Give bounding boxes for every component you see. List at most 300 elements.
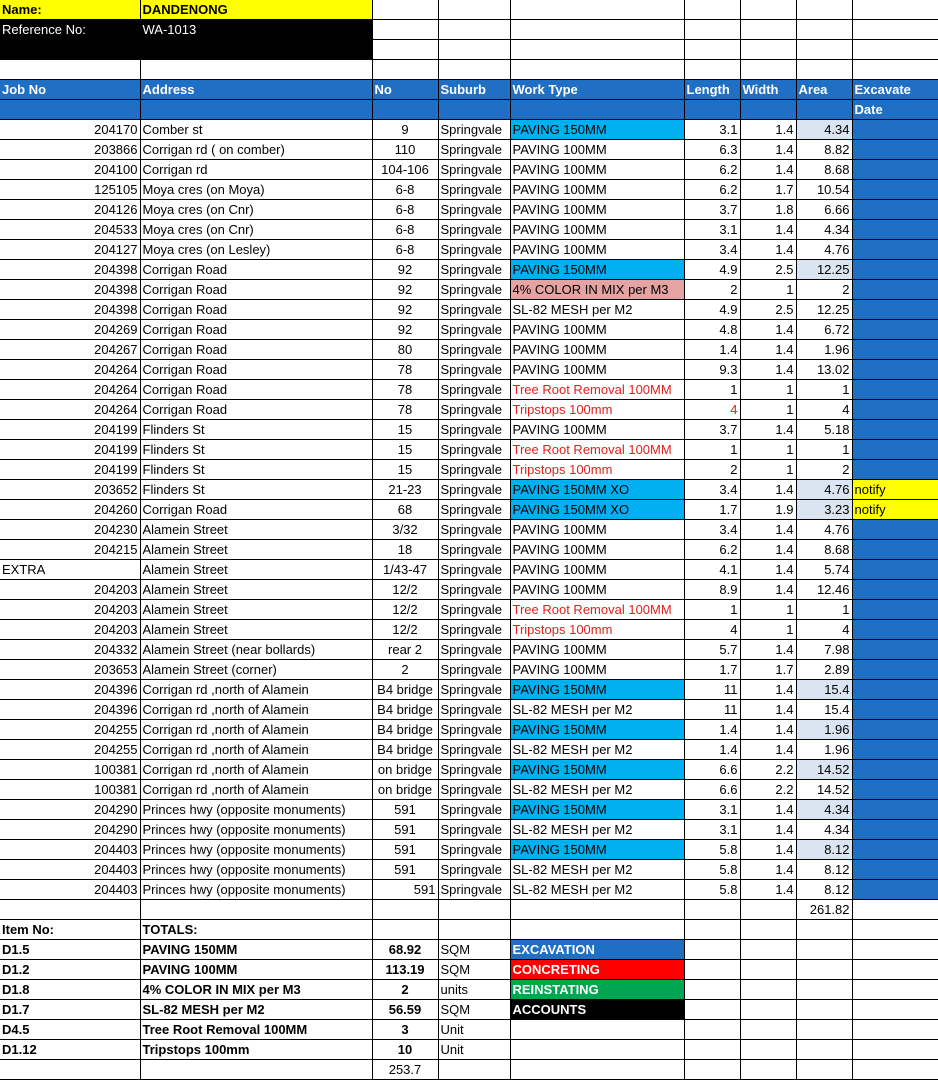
area-cell[interactable]: 5.74 xyxy=(796,560,852,580)
cell[interactable] xyxy=(684,0,740,20)
item-unit-cell[interactable]: SQM xyxy=(438,960,510,980)
suburb-cell[interactable]: Springvale xyxy=(438,540,510,560)
length-cell[interactable]: 11 xyxy=(684,680,740,700)
number-cell[interactable]: 92 xyxy=(372,320,438,340)
width-cell[interactable]: 1.4 xyxy=(740,880,796,900)
cell[interactable] xyxy=(510,1060,684,1080)
number-cell[interactable]: 92 xyxy=(372,300,438,320)
work-type-cell[interactable]: SL-82 MESH per M2 xyxy=(510,740,684,760)
job-no-cell[interactable]: 204403 xyxy=(0,840,140,860)
job-no-cell[interactable]: 204199 xyxy=(0,420,140,440)
work-type-cell[interactable]: PAVING 100MM xyxy=(510,580,684,600)
excavate-date-cell[interactable] xyxy=(852,720,938,740)
length-cell[interactable]: 8.9 xyxy=(684,580,740,600)
cell[interactable] xyxy=(852,60,938,80)
address-cell[interactable]: Corrigan Road xyxy=(140,280,372,300)
cell[interactable] xyxy=(684,60,740,80)
length-cell[interactable]: 1 xyxy=(684,600,740,620)
number-cell[interactable]: 78 xyxy=(372,400,438,420)
job-no-cell[interactable]: 204403 xyxy=(0,880,140,900)
length-cell[interactable]: 3.1 xyxy=(684,820,740,840)
cell[interactable] xyxy=(740,1000,796,1020)
col-date[interactable]: Date xyxy=(852,100,938,120)
address-cell[interactable]: Flinders St xyxy=(140,420,372,440)
suburb-cell[interactable]: Springvale xyxy=(438,520,510,540)
work-type-cell[interactable]: SL-82 MESH per M2 xyxy=(510,860,684,880)
black-cell[interactable] xyxy=(0,40,140,60)
job-no-cell[interactable]: EXTRA xyxy=(0,560,140,580)
totals-label[interactable]: TOTALS: xyxy=(140,920,372,940)
item-unit-cell[interactable]: units xyxy=(438,980,510,1000)
work-type-cell[interactable]: 4% COLOR IN MIX per M3 xyxy=(510,280,684,300)
work-type-cell[interactable]: PAVING 100MM xyxy=(510,220,684,240)
number-cell[interactable]: 9 xyxy=(372,120,438,140)
work-type-cell[interactable]: SL-82 MESH per M2 xyxy=(510,700,684,720)
area-cell[interactable]: 12.25 xyxy=(796,300,852,320)
length-cell[interactable]: 3.4 xyxy=(684,480,740,500)
excavate-date-cell[interactable] xyxy=(852,200,938,220)
cell[interactable] xyxy=(372,0,438,20)
item-desc-cell[interactable]: PAVING 100MM xyxy=(140,960,372,980)
legend-cell[interactable] xyxy=(510,1040,684,1060)
length-cell[interactable]: 2 xyxy=(684,280,740,300)
work-type-cell[interactable]: Tree Root Removal 100MM xyxy=(510,600,684,620)
suburb-cell[interactable]: Springvale xyxy=(438,460,510,480)
width-cell[interactable]: 1.4 xyxy=(740,860,796,880)
length-cell[interactable]: 1 xyxy=(684,440,740,460)
black-cell[interactable] xyxy=(140,40,372,60)
length-cell[interactable]: 2 xyxy=(684,460,740,480)
address-cell[interactable]: Princes hwy (opposite monuments) xyxy=(140,840,372,860)
number-cell[interactable]: 104-106 xyxy=(372,160,438,180)
length-cell[interactable]: 5.8 xyxy=(684,860,740,880)
excavate-date-cell[interactable] xyxy=(852,760,938,780)
excavate-date-cell[interactable] xyxy=(852,560,938,580)
cell[interactable] xyxy=(684,40,740,60)
width-cell[interactable]: 2.5 xyxy=(740,260,796,280)
cell[interactable] xyxy=(438,1060,510,1080)
work-type-cell[interactable]: SL-82 MESH per M2 xyxy=(510,820,684,840)
cell[interactable] xyxy=(684,1000,740,1020)
area-cell[interactable]: 4.34 xyxy=(796,120,852,140)
excavate-date-cell[interactable] xyxy=(852,260,938,280)
number-cell[interactable]: 18 xyxy=(372,540,438,560)
suburb-cell[interactable]: Springvale xyxy=(438,220,510,240)
legend-cell[interactable] xyxy=(510,1020,684,1040)
address-cell[interactable]: Corrigan rd ,north of Alamein xyxy=(140,700,372,720)
suburb-cell[interactable]: Springvale xyxy=(438,800,510,820)
job-no-cell[interactable]: 100381 xyxy=(0,760,140,780)
area-cell[interactable]: 5.18 xyxy=(796,420,852,440)
number-cell[interactable]: 21-23 xyxy=(372,480,438,500)
item-desc-cell[interactable]: SL-82 MESH per M2 xyxy=(140,1000,372,1020)
excavate-date-cell[interactable] xyxy=(852,740,938,760)
cell[interactable] xyxy=(684,1020,740,1040)
cell[interactable] xyxy=(796,960,852,980)
area-cell[interactable]: 8.68 xyxy=(796,540,852,560)
number-cell[interactable]: B4 bridge xyxy=(372,740,438,760)
width-cell[interactable]: 1 xyxy=(740,440,796,460)
item-no-cell[interactable]: D1.8 xyxy=(0,980,140,1000)
work-type-cell[interactable]: PAVING 100MM xyxy=(510,240,684,260)
cell[interactable] xyxy=(438,40,510,60)
address-cell[interactable]: Corrigan rd ,north of Alamein xyxy=(140,720,372,740)
work-type-cell[interactable]: PAVING 150MM xyxy=(510,720,684,740)
suburb-cell[interactable]: Springvale xyxy=(438,760,510,780)
work-type-cell[interactable]: SL-82 MESH per M2 xyxy=(510,780,684,800)
address-cell[interactable]: Princes hwy (opposite monuments) xyxy=(140,820,372,840)
cell[interactable] xyxy=(852,960,938,980)
job-no-cell[interactable]: 204170 xyxy=(0,120,140,140)
width-cell[interactable]: 1.4 xyxy=(740,700,796,720)
width-cell[interactable]: 2.2 xyxy=(740,780,796,800)
work-type-cell[interactable]: PAVING 150MM XO xyxy=(510,500,684,520)
work-type-cell[interactable]: PAVING 150MM XO xyxy=(510,480,684,500)
width-cell[interactable]: 1.4 xyxy=(740,520,796,540)
address-cell[interactable]: Flinders St xyxy=(140,440,372,460)
cell[interactable] xyxy=(684,20,740,40)
item-qty-cell[interactable]: 68.92 xyxy=(372,940,438,960)
width-cell[interactable]: 1.7 xyxy=(740,660,796,680)
reference-value[interactable]: WA-1013 xyxy=(140,20,372,40)
item-unit-cell[interactable]: Unit xyxy=(438,1040,510,1060)
cell[interactable] xyxy=(796,940,852,960)
suburb-cell[interactable]: Springvale xyxy=(438,160,510,180)
excavate-date-cell[interactable] xyxy=(852,680,938,700)
excavate-date-cell[interactable] xyxy=(852,780,938,800)
address-cell[interactable]: Alamein Street xyxy=(140,620,372,640)
cell[interactable] xyxy=(852,980,938,1000)
width-cell[interactable]: 1.7 xyxy=(740,180,796,200)
length-cell[interactable]: 3.4 xyxy=(684,240,740,260)
work-type-cell[interactable]: PAVING 150MM xyxy=(510,120,684,140)
suburb-cell[interactable]: Springvale xyxy=(438,600,510,620)
excavate-date-cell[interactable] xyxy=(852,340,938,360)
width-cell[interactable]: 1 xyxy=(740,280,796,300)
job-no-cell[interactable]: 204290 xyxy=(0,800,140,820)
number-cell[interactable]: B4 bridge xyxy=(372,680,438,700)
area-total-cell[interactable]: 261.82 xyxy=(796,900,852,920)
work-type-cell[interactable]: PAVING 100MM xyxy=(510,660,684,680)
address-cell[interactable]: Corrigan Road xyxy=(140,400,372,420)
item-desc-cell[interactable]: Tree Root Removal 100MM xyxy=(140,1020,372,1040)
suburb-cell[interactable]: Springvale xyxy=(438,620,510,640)
width-cell[interactable]: 1.4 xyxy=(740,120,796,140)
suburb-cell[interactable]: Springvale xyxy=(438,660,510,680)
suburb-cell[interactable]: Springvale xyxy=(438,680,510,700)
cell[interactable] xyxy=(740,940,796,960)
excavate-date-cell[interactable] xyxy=(852,820,938,840)
col-length[interactable]: Length xyxy=(684,80,740,100)
number-cell[interactable]: 110 xyxy=(372,140,438,160)
excavate-date-cell[interactable] xyxy=(852,640,938,660)
cell[interactable] xyxy=(796,20,852,40)
cell[interactable] xyxy=(372,60,438,80)
number-cell[interactable]: 591 xyxy=(372,840,438,860)
cell[interactable] xyxy=(684,1060,740,1080)
suburb-cell[interactable]: Springvale xyxy=(438,320,510,340)
work-type-cell[interactable]: PAVING 150MM xyxy=(510,760,684,780)
excavate-date-cell[interactable] xyxy=(852,700,938,720)
job-no-cell[interactable]: 204332 xyxy=(0,640,140,660)
reference-label[interactable]: Reference No: xyxy=(0,20,140,40)
work-type-cell[interactable]: PAVING 100MM xyxy=(510,320,684,340)
legend-cell[interactable]: CONCRETING xyxy=(510,960,684,980)
item-no-cell[interactable]: D1.2 xyxy=(0,960,140,980)
col-job-no[interactable]: Job No xyxy=(0,80,140,100)
cell[interactable] xyxy=(438,900,510,920)
address-cell[interactable]: Corrigan Road xyxy=(140,300,372,320)
area-cell[interactable]: 1.96 xyxy=(796,340,852,360)
cell[interactable] xyxy=(0,60,140,80)
number-cell[interactable]: rear 2 xyxy=(372,640,438,660)
item-unit-cell[interactable]: Unit xyxy=(438,1020,510,1040)
job-no-cell[interactable]: 203652 xyxy=(0,480,140,500)
area-cell[interactable]: 8.82 xyxy=(796,140,852,160)
suburb-cell[interactable]: Springvale xyxy=(438,260,510,280)
cell[interactable] xyxy=(510,900,684,920)
cell[interactable] xyxy=(796,1000,852,1020)
work-type-cell[interactable]: SL-82 MESH per M2 xyxy=(510,300,684,320)
number-cell[interactable]: 6-8 xyxy=(372,220,438,240)
suburb-cell[interactable]: Springvale xyxy=(438,500,510,520)
job-no-cell[interactable]: 204396 xyxy=(0,680,140,700)
area-cell[interactable]: 12.25 xyxy=(796,260,852,280)
width-cell[interactable]: 1.4 xyxy=(740,720,796,740)
address-cell[interactable]: Princes hwy (opposite monuments) xyxy=(140,880,372,900)
number-cell[interactable]: 2 xyxy=(372,660,438,680)
col-width[interactable]: Width xyxy=(740,80,796,100)
item-unit-cell[interactable]: SQM xyxy=(438,940,510,960)
suburb-cell[interactable]: Springvale xyxy=(438,280,510,300)
suburb-cell[interactable]: Springvale xyxy=(438,380,510,400)
address-cell[interactable]: Corrigan Road xyxy=(140,360,372,380)
item-unit-cell[interactable]: SQM xyxy=(438,1000,510,1020)
address-cell[interactable]: Alamein Street (corner) xyxy=(140,660,372,680)
length-cell[interactable]: 6.2 xyxy=(684,180,740,200)
job-no-cell[interactable]: 204398 xyxy=(0,260,140,280)
excavate-date-cell[interactable] xyxy=(852,400,938,420)
width-cell[interactable]: 1 xyxy=(740,380,796,400)
area-cell[interactable]: 4.76 xyxy=(796,240,852,260)
number-cell[interactable]: 1/43-47 xyxy=(372,560,438,580)
area-cell[interactable]: 2 xyxy=(796,280,852,300)
suburb-cell[interactable]: Springvale xyxy=(438,400,510,420)
length-cell[interactable]: 1.4 xyxy=(684,340,740,360)
header-cell[interactable] xyxy=(438,100,510,120)
suburb-cell[interactable]: Springvale xyxy=(438,740,510,760)
cell[interactable] xyxy=(852,1060,938,1080)
area-cell[interactable]: 10.54 xyxy=(796,180,852,200)
number-cell[interactable]: on bridge xyxy=(372,780,438,800)
area-cell[interactable]: 1 xyxy=(796,600,852,620)
excavate-date-cell[interactable] xyxy=(852,160,938,180)
header-cell[interactable] xyxy=(372,100,438,120)
excavate-date-cell[interactable] xyxy=(852,540,938,560)
excavate-date-cell[interactable] xyxy=(852,220,938,240)
suburb-cell[interactable]: Springvale xyxy=(438,440,510,460)
number-cell[interactable]: 15 xyxy=(372,420,438,440)
job-no-cell[interactable]: 204267 xyxy=(0,340,140,360)
excavate-date-cell[interactable] xyxy=(852,460,938,480)
excavate-date-cell[interactable] xyxy=(852,180,938,200)
cell[interactable] xyxy=(684,920,740,940)
work-type-cell[interactable]: SL-82 MESH per M2 xyxy=(510,880,684,900)
number-cell[interactable]: 6-8 xyxy=(372,240,438,260)
area-cell[interactable]: 1.96 xyxy=(796,740,852,760)
length-cell[interactable]: 3.1 xyxy=(684,220,740,240)
excavate-date-cell[interactable] xyxy=(852,360,938,380)
work-type-cell[interactable]: PAVING 100MM xyxy=(510,520,684,540)
cell[interactable] xyxy=(684,980,740,1000)
job-no-cell[interactable]: 204260 xyxy=(0,500,140,520)
item-qty-cell[interactable]: 113.19 xyxy=(372,960,438,980)
work-type-cell[interactable]: PAVING 150MM xyxy=(510,800,684,820)
excavate-date-cell[interactable] xyxy=(852,420,938,440)
area-cell[interactable]: 4.34 xyxy=(796,800,852,820)
suburb-cell[interactable]: Springvale xyxy=(438,780,510,800)
cell[interactable] xyxy=(438,60,510,80)
address-cell[interactable]: Moya cres (on Lesley) xyxy=(140,240,372,260)
length-cell[interactable]: 3.4 xyxy=(684,520,740,540)
work-type-cell[interactable]: PAVING 100MM xyxy=(510,560,684,580)
length-cell[interactable]: 1.4 xyxy=(684,720,740,740)
job-no-cell[interactable]: 204269 xyxy=(0,320,140,340)
excavate-date-cell[interactable] xyxy=(852,380,938,400)
excavate-date-cell[interactable] xyxy=(852,240,938,260)
job-no-cell[interactable]: 204255 xyxy=(0,720,140,740)
width-cell[interactable]: 1 xyxy=(740,620,796,640)
address-cell[interactable]: Flinders St xyxy=(140,460,372,480)
width-cell[interactable]: 1.4 xyxy=(740,420,796,440)
cell[interactable] xyxy=(740,960,796,980)
cell[interactable] xyxy=(852,0,938,20)
cell[interactable] xyxy=(740,1040,796,1060)
length-cell[interactable]: 4.9 xyxy=(684,300,740,320)
area-cell[interactable]: 1 xyxy=(796,380,852,400)
area-cell[interactable]: 14.52 xyxy=(796,780,852,800)
number-cell[interactable]: 591 xyxy=(372,860,438,880)
excavate-date-cell[interactable] xyxy=(852,440,938,460)
area-cell[interactable]: 4.34 xyxy=(796,220,852,240)
cell[interactable] xyxy=(510,40,684,60)
cell[interactable] xyxy=(372,20,438,40)
cell[interactable] xyxy=(740,980,796,1000)
area-cell[interactable]: 4.76 xyxy=(796,480,852,500)
job-no-cell[interactable]: 204255 xyxy=(0,740,140,760)
number-cell[interactable]: B4 bridge xyxy=(372,720,438,740)
cell[interactable] xyxy=(852,20,938,40)
number-cell[interactable]: 12/2 xyxy=(372,620,438,640)
cell[interactable] xyxy=(438,20,510,40)
legend-cell[interactable]: ACCOUNTS xyxy=(510,1000,684,1020)
excavate-date-cell[interactable] xyxy=(852,120,938,140)
width-cell[interactable]: 1.8 xyxy=(740,200,796,220)
excavate-date-cell[interactable] xyxy=(852,580,938,600)
width-cell[interactable]: 1.4 xyxy=(740,140,796,160)
width-cell[interactable]: 2.2 xyxy=(740,760,796,780)
suburb-cell[interactable]: Springvale xyxy=(438,640,510,660)
suburb-cell[interactable]: Springvale xyxy=(438,700,510,720)
area-cell[interactable]: 6.72 xyxy=(796,320,852,340)
area-cell[interactable]: 15.4 xyxy=(796,700,852,720)
address-cell[interactable]: Corrigan rd ,north of Alamein xyxy=(140,680,372,700)
address-cell[interactable]: Corrigan rd ,north of Alamein xyxy=(140,740,372,760)
cell[interactable] xyxy=(740,20,796,40)
width-cell[interactable]: 1.4 xyxy=(740,800,796,820)
suburb-cell[interactable]: Springvale xyxy=(438,560,510,580)
legend-cell[interactable]: REINSTATING xyxy=(510,980,684,1000)
cell[interactable] xyxy=(684,940,740,960)
cell[interactable] xyxy=(796,920,852,940)
number-cell[interactable]: 78 xyxy=(372,380,438,400)
area-cell[interactable]: 4.76 xyxy=(796,520,852,540)
work-type-cell[interactable]: PAVING 150MM xyxy=(510,680,684,700)
job-no-cell[interactable]: 204126 xyxy=(0,200,140,220)
job-no-cell[interactable]: 204215 xyxy=(0,540,140,560)
area-cell[interactable]: 4.34 xyxy=(796,820,852,840)
address-cell[interactable]: Alamein Street (near bollards) xyxy=(140,640,372,660)
work-type-cell[interactable]: PAVING 100MM xyxy=(510,360,684,380)
suburb-cell[interactable]: Springvale xyxy=(438,720,510,740)
col-address[interactable]: Address xyxy=(140,80,372,100)
cell[interactable] xyxy=(0,900,140,920)
length-cell[interactable]: 4 xyxy=(684,620,740,640)
address-cell[interactable]: Corrigan Road xyxy=(140,320,372,340)
cell[interactable] xyxy=(140,1060,372,1080)
length-cell[interactable]: 11 xyxy=(684,700,740,720)
suburb-cell[interactable]: Springvale xyxy=(438,300,510,320)
cell[interactable] xyxy=(740,1020,796,1040)
job-no-cell[interactable]: 203866 xyxy=(0,140,140,160)
cell[interactable] xyxy=(796,1040,852,1060)
work-type-cell[interactable]: PAVING 100MM xyxy=(510,540,684,560)
item-no-cell[interactable]: D4.5 xyxy=(0,1020,140,1040)
width-cell[interactable]: 1.4 xyxy=(740,540,796,560)
suburb-cell[interactable]: Springvale xyxy=(438,200,510,220)
number-cell[interactable]: on bridge xyxy=(372,760,438,780)
number-cell[interactable]: B4 bridge xyxy=(372,700,438,720)
width-cell[interactable]: 1.4 xyxy=(740,580,796,600)
width-cell[interactable]: 1.4 xyxy=(740,840,796,860)
cell[interactable] xyxy=(438,920,510,940)
item-qty-cell[interactable]: 3 xyxy=(372,1020,438,1040)
excavate-date-cell[interactable] xyxy=(852,880,938,900)
cell[interactable] xyxy=(796,0,852,20)
suburb-cell[interactable]: Springvale xyxy=(438,480,510,500)
item-desc-cell[interactable]: 4% COLOR IN MIX per M3 xyxy=(140,980,372,1000)
area-cell[interactable]: 12.46 xyxy=(796,580,852,600)
job-no-cell[interactable]: 204264 xyxy=(0,380,140,400)
cell[interactable] xyxy=(740,60,796,80)
cell[interactable] xyxy=(510,20,684,40)
area-cell[interactable]: 1.96 xyxy=(796,720,852,740)
cell[interactable] xyxy=(372,40,438,60)
width-cell[interactable]: 1 xyxy=(740,400,796,420)
job-no-cell[interactable]: 203653 xyxy=(0,660,140,680)
cell[interactable] xyxy=(740,0,796,20)
cell[interactable] xyxy=(852,1000,938,1020)
cell[interactable] xyxy=(372,920,438,940)
cell[interactable] xyxy=(796,60,852,80)
cell[interactable] xyxy=(438,0,510,20)
address-cell[interactable]: Moya cres (on Cnr) xyxy=(140,220,372,240)
length-cell[interactable]: 1.4 xyxy=(684,740,740,760)
job-no-cell[interactable]: 204264 xyxy=(0,360,140,380)
address-cell[interactable]: Comber st xyxy=(140,120,372,140)
area-cell[interactable]: 4 xyxy=(796,620,852,640)
length-cell[interactable]: 6.6 xyxy=(684,780,740,800)
